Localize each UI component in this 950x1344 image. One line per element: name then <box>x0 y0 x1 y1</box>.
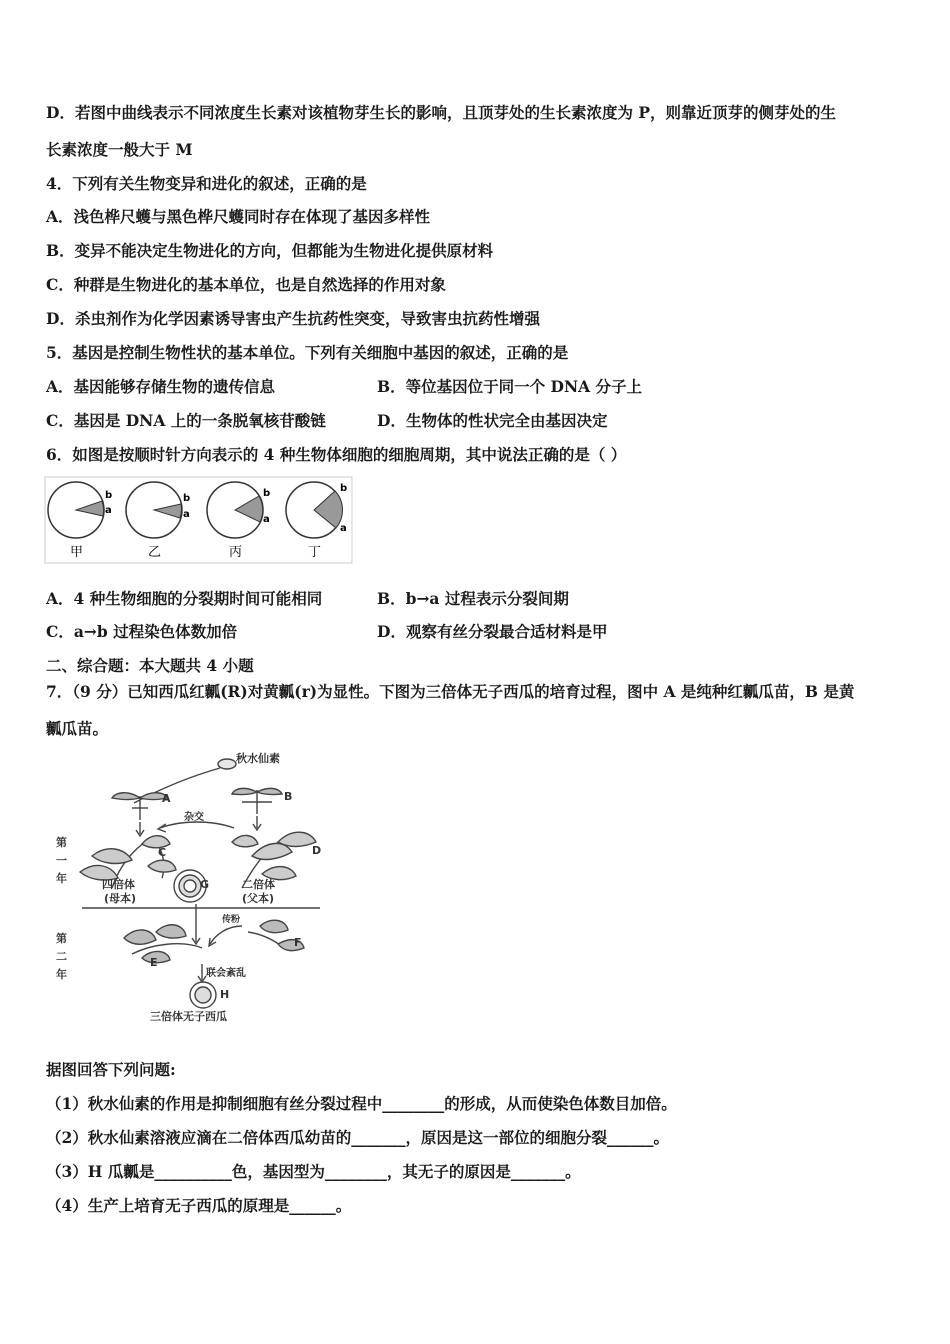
label-mother: (母本) <box>104 892 137 905</box>
label-b: B <box>284 790 293 803</box>
label-colchicine: 秋水仙素 <box>236 752 280 765</box>
q7-sub2: （2）秋水仙素溶液应滴在二倍体西瓜幼苗的_______，原因是这一部位的细胞分裂______。 <box>46 1128 670 1147</box>
label-year2-1: 第 <box>56 932 67 945</box>
q5-option-a: A．基因能够存储生物的遗传信息 <box>46 377 276 396</box>
label-year1-1: 第 <box>56 836 67 849</box>
cell-cycle-yi <box>126 482 190 560</box>
section-heading: 二、综合题：本大题共 4 小题 <box>46 656 254 675</box>
label-e: E <box>150 956 158 969</box>
q7-stem-line1: 7．（9 分）已知西瓜红瓤(R)对黄瓤(r)为显性。下图为三倍体无子西瓜的培育过程，图中 A 是纯种红瓤瓜苗，B 是黄 <box>46 682 855 701</box>
q7-sub3: （3）H 瓜瓤是__________色，基因型为________，其无子的原因是_______。 <box>46 1162 581 1181</box>
label-g: G <box>200 878 210 891</box>
label-diploid: 二倍体 <box>242 878 275 891</box>
label-result: 三倍体无子西瓜 <box>150 1010 227 1023</box>
q6-option-a: A．4 种生物细胞的分裂期时间可能相同 <box>46 589 323 608</box>
q6-stem: 6．如图是按顺时针方向表示的 4 种生物体细胞的细胞周期，其中说法正确的是（ ） <box>46 445 627 464</box>
watermelon-breeding-figure <box>52 748 342 1028</box>
label-b: b <box>183 493 191 504</box>
label-pollen: 传粉 <box>222 915 241 925</box>
label-b: b <box>340 483 348 494</box>
q7-sub1: （1）秋水仙素的作用是抑制细胞有丝分裂过程中________的形成，从而使染色体数目加倍。 <box>46 1094 677 1113</box>
label-b: b <box>263 488 271 499</box>
q7-intro: 据图回答下列问题: <box>46 1060 176 1079</box>
label-a: a <box>183 509 190 520</box>
cell-name-bing: 丙 <box>229 545 243 560</box>
q7-sub4: （4）生产上培育无子西瓜的原理是______。 <box>46 1196 352 1215</box>
label-year2-2: 二 <box>56 950 67 963</box>
cell-cycle-figure <box>44 476 354 566</box>
cell-name-ding: 丁 <box>308 545 322 560</box>
q3-option-d-line1: D．若图中曲线表示不同浓度生长素对该植物芽生长的影响，且顶芽处的生长素浓度为 P，则靠近顶芽的侧芽处的生 <box>46 103 836 122</box>
label-h: H <box>220 988 230 1001</box>
cell-name-yi: 乙 <box>148 545 162 560</box>
q5-stem: 5．基因是控制生物性状的基本单位。下列有关细胞中基因的叙述，正确的是 <box>46 343 569 362</box>
label-f: F <box>294 936 302 949</box>
label-b: b <box>105 490 113 501</box>
q3-option-d-line2: 长素浓度一般大于 M <box>46 140 193 159</box>
q6-option-d: D．观察有丝分裂最合适材料是甲 <box>377 622 608 641</box>
label-year1-2: 一 <box>56 854 67 867</box>
label-stimulus: 联会紊乱 <box>206 968 246 979</box>
q4-option-c: C．种群是生物进化的基本单位，也是自然选择的作用对象 <box>46 275 446 294</box>
q5-option-b: B．等位基因位于同一个 DNA 分子上 <box>377 377 643 396</box>
cell-cycle-bing <box>207 482 270 560</box>
label-cross: 杂交 <box>184 812 204 823</box>
cell-cycle-jia <box>48 482 112 560</box>
cell-name-jia: 甲 <box>70 545 84 560</box>
q7-stem-line2: 瓤瓜苗。 <box>46 719 109 738</box>
q5-option-d: D．生物体的性状完全由基因决定 <box>377 411 608 430</box>
q4-option-d: D．杀虫剂作为化学因素诱导害虫产生抗药性突变，导致害虫抗药性增强 <box>46 309 540 328</box>
label-a: a <box>263 514 270 525</box>
label-c: C <box>158 846 167 859</box>
label-a: A <box>162 792 171 805</box>
q6-option-b: B．b→a 过程表示分裂间期 <box>377 589 569 608</box>
label-father: (父本) <box>242 892 275 905</box>
label-tetraploid: 四倍体 <box>102 878 135 891</box>
q4-option-a: A．浅色桦尺蠖与黑色桦尺蠖同时存在体现了基因多样性 <box>46 207 431 226</box>
label-year1-3: 年 <box>56 872 67 885</box>
label-a: a <box>105 505 112 516</box>
q4-option-b: B．变异不能决定生物进化的方向，但都能为生物进化提供原材料 <box>46 241 494 260</box>
q5-option-c: C．基因是 DNA 上的一条脱氧核苷酸链 <box>46 411 326 430</box>
label-a: a <box>340 523 347 534</box>
label-year2-3: 年 <box>56 968 67 981</box>
label-d: D <box>312 844 322 857</box>
q6-option-c: C．a→b 过程染色体数加倍 <box>46 622 238 641</box>
cell-cycle-ding <box>286 482 347 560</box>
q4-stem: 4．下列有关生物变异和进化的叙述，正确的是 <box>46 174 367 193</box>
